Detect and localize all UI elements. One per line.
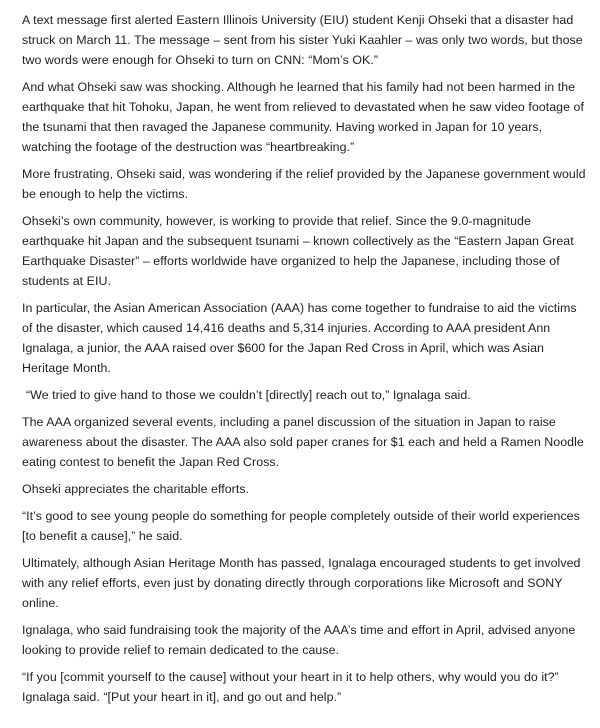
paragraph-ultimately: Ultimately, although Asian Heritage Month has passed, Ignalaga encouraged students to get involved with any relief efforts, even just by donating directly through corporations like Microsoft and SONY online. — [22, 556, 581, 610]
paragraph-aaa-fundraise: In particular, the Asian American Association (AAA) has come together to fundraise to aid the victims of the disaster, which caused 14,416 deaths and 5,314 injuries. According to AAA president Ann Ignalaga, a junior, the AAA raised over $600 for the Japan Red Cross in April, which was Asian Heritage Month. — [22, 301, 577, 375]
paragraph-aaa-events: The AAA organized several events, including a panel discussion of the situation in Japan to raise awareness about the disaster. The AAA also sold paper cranes for $1 each and held a Ramen Noodle eating contest to benefit the Japan Red Cross. — [22, 415, 584, 469]
paragraph-fundraising-time: Ignalaga, who said fundraising took the majority of the AAA’s time and effort in April, advised anyone looking to provide relief to remain dedicated to the cause. — [22, 623, 576, 657]
paragraph-frustrating: More frustrating, Ohseki said, was wondering if the relief provided by the Japanese government would be enough to help the victims. — [22, 167, 586, 201]
paragraph-closing-quote: “If you [commit yourself to the cause] without your heart in it to help others, why would you do it?” Ignalaga said. “[Put your heart in it], and go out and help.” — [22, 670, 559, 704]
paragraph-community-relief: Ohseki’s own community, however, is working to provide that relief. Since the 9.0-magnitude earthquake hit Japan and the subsequent tsunami – known collectively as the “Eastern Japan Great Earthquake Disaster” – efforts worldwide have organized to help the Japanese, including those of students at EIU. — [22, 214, 574, 288]
paragraph-ohseki-appreciates: Ohseki appreciates the charitable efforts. — [22, 482, 250, 496]
paragraph-ohseki-shocked: And what Ohseki saw was shocking. Although he learned that his family had not been harmed in the earthquake that hit Tohoku, Japan, he went from relieved to devastated when he saw video footage of the tsunami that then ravaged the Japanese community. Having worked in Japan for 10 years, watching the footage of the destruction was “heartbreaking.” — [22, 80, 584, 154]
paragraph-ignalaga-quote: “We tried to give hand to those we couldn’t [directly] reach out to,” Ignalaga said. — [26, 388, 471, 402]
paragraph-text-message: A text message first alerted Eastern Illinois University (EIU) student Kenji Ohseki that a disaster had struck on March 11. The message – sent from his sister Yuki Kaahler – was only two words, but those two words were enough for Ohseki to turn on CNN: “Mom’s OK.” — [22, 13, 583, 67]
paragraph-ohseki-quote: “It’s good to see young people do something for people completely outside of their world experiences [to benefit a cause],” he said. — [22, 509, 580, 543]
